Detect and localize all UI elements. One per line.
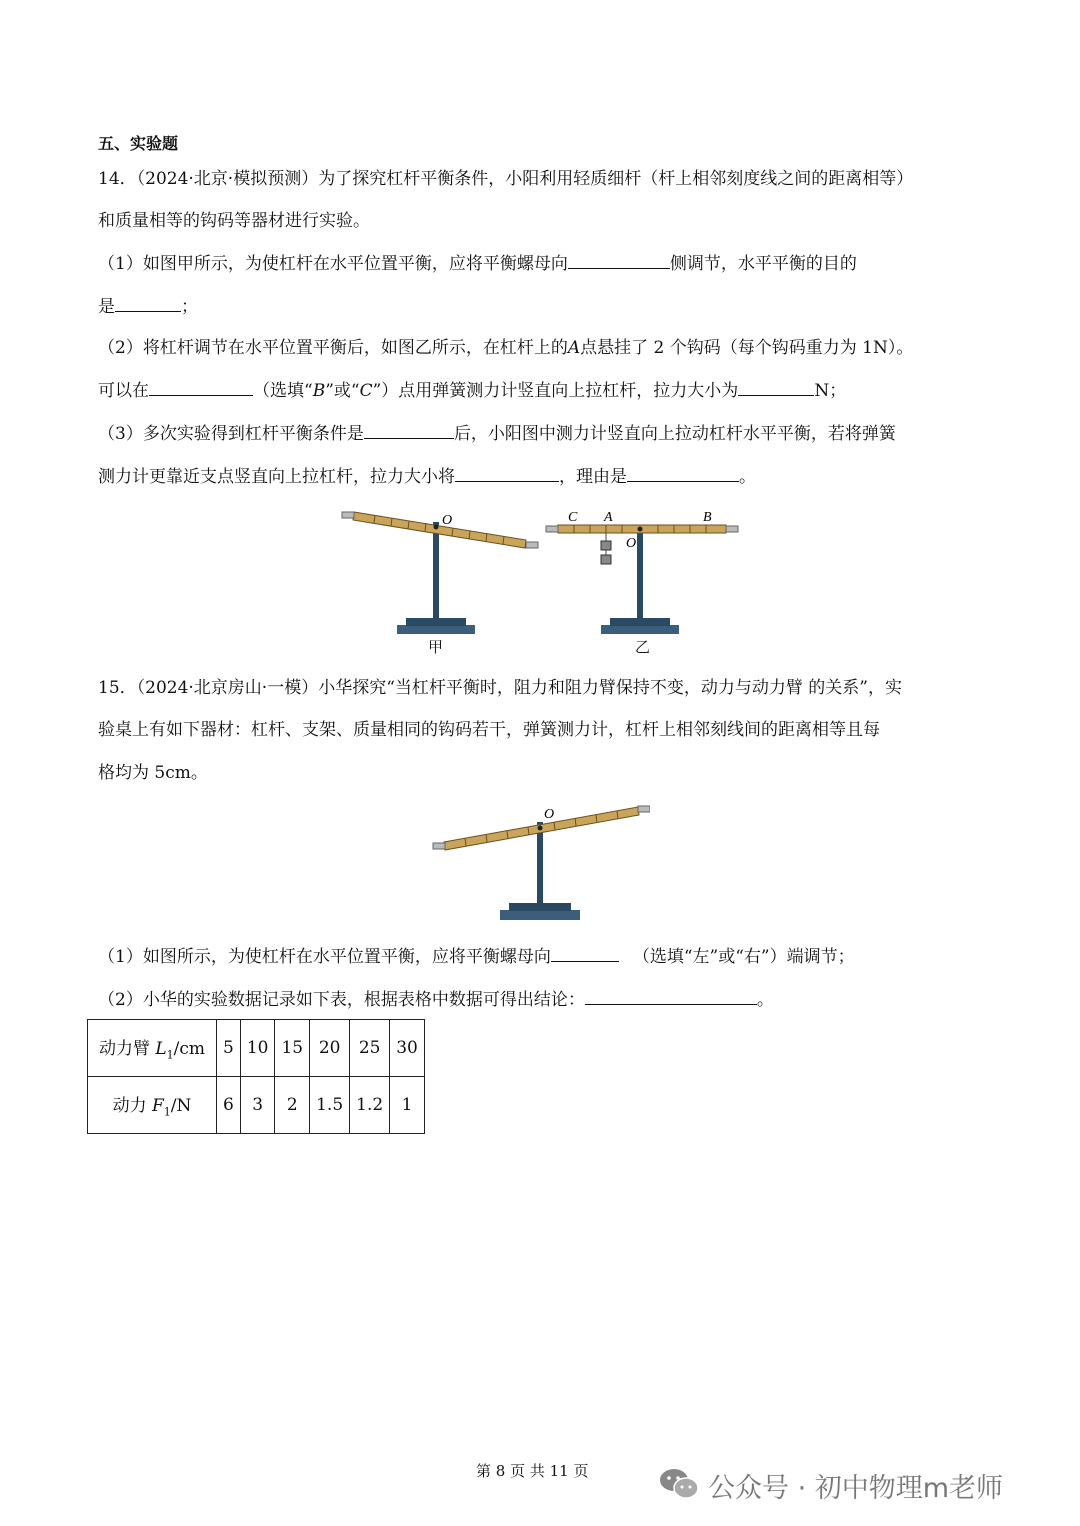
watermark-text: 公众号 · 初中物理m老师 xyxy=(708,1473,1004,1504)
table-cell: 25 xyxy=(350,1020,390,1077)
table-cell: 3 xyxy=(240,1077,275,1134)
q14-part1 xyxy=(98,252,857,275)
table-cell: 1.2 xyxy=(350,1077,390,1134)
answer-blank[interactable] xyxy=(149,379,253,396)
table-cell: 2 xyxy=(275,1077,310,1134)
q15-line-2: 验桌上有如下器材：杠杆、支架、质量相同的钩码若干，弹簧测力计，杠杆上相邻刻线间的距离相等且每 xyxy=(98,720,880,740)
q14-line-2: 和质量相等的钩码等器材进行实验。 xyxy=(98,211,370,231)
q14-p2-text-b: 点悬挂了 2 个钩码（每个钩码重力为 1N）。 xyxy=(580,338,914,358)
point-a-label: A xyxy=(567,338,581,358)
q14-p2-text-g: N； xyxy=(814,381,847,401)
table-cell: 1 xyxy=(390,1077,425,1134)
tilted-lever xyxy=(342,512,538,548)
stand-pole xyxy=(537,822,543,905)
pivot-label-o: O xyxy=(626,536,637,551)
data-table xyxy=(87,1019,425,1134)
q14-p1-text-d: ； xyxy=(181,297,198,317)
row-header-force: 动力 $F_1/N$ xyxy=(88,1077,217,1134)
level-lever xyxy=(546,525,738,533)
point-a-mark: A xyxy=(604,510,613,525)
q14-p3-text-a: （3）多次实验得到杠杆平衡条件是 xyxy=(98,424,364,444)
stand-base xyxy=(601,625,679,634)
q14-p2-text-f: ”）点用弹簧测力计竖直向上拉杠杆，拉力大小为 xyxy=(372,381,739,401)
q14-p3-text-e: 。 xyxy=(739,467,756,487)
q14-part2 xyxy=(98,337,913,359)
point-b-mark: B xyxy=(703,510,712,525)
q14-part2-cont xyxy=(98,379,846,402)
q14-p3-text-d: ，理由是 xyxy=(559,467,627,487)
q14-p1-text-a: （1）如图甲所示，为使杠杆在水平位置平衡，应将平衡螺母向 xyxy=(98,254,568,274)
q15-p2-text-b: 。 xyxy=(756,990,774,1010)
q14-p1-text-c: 是 xyxy=(98,297,115,317)
answer-blank[interactable] xyxy=(455,465,559,482)
answer-blank[interactable] xyxy=(364,422,454,439)
q14-p2-text-d: （选填“ xyxy=(253,381,313,401)
pivot-label-o: O xyxy=(544,807,555,822)
table-cell: 20 xyxy=(310,1020,350,1077)
q14-part3-cont xyxy=(98,465,756,488)
lever-figure-yi xyxy=(540,505,745,635)
pivot-label-o: O xyxy=(442,513,453,528)
q15-line-3: 格均为 5cm。 xyxy=(98,763,208,783)
section-title: 五、实验题 xyxy=(98,134,179,153)
q14-p2-text-c: 可以在 xyxy=(98,381,149,401)
page-footer: 第 8 页 共 11 页 xyxy=(476,1462,589,1480)
answer-blank[interactable] xyxy=(551,945,619,962)
table-cell: 5 xyxy=(217,1020,241,1077)
stand-pole xyxy=(433,522,439,620)
figure-caption-yi: 乙 xyxy=(635,638,651,656)
stand-base xyxy=(500,910,580,920)
row-header-length: 动力臂 $L_1/cm$ xyxy=(88,1020,217,1077)
point-c-mark: C xyxy=(568,510,578,525)
table-row xyxy=(88,1020,425,1077)
q14-part1-cont xyxy=(98,295,198,318)
figure-caption-jia: 甲 xyxy=(428,638,444,656)
q14-p1-text-b: 侧调节，水平平衡的目的 xyxy=(669,254,857,274)
q15-line-1: 15．（2024·北京房山·一模）小华探究“当杠杆平衡时，阻力和阻力臂保持不变，动力与动力臂 的关系”，实 xyxy=(98,678,902,698)
answer-blank[interactable] xyxy=(627,465,739,482)
table-cell: 6 xyxy=(217,1077,241,1134)
stand-pole xyxy=(637,525,643,620)
q15-part2 xyxy=(98,988,774,1011)
table-row xyxy=(88,1077,425,1134)
stand-base xyxy=(397,625,475,634)
point-c-label: C xyxy=(359,381,373,401)
lever-figure-q15 xyxy=(430,800,650,922)
q14-p3-text-c: 测力计更靠近支点竖直向上拉杠杆，拉力大小将 xyxy=(98,467,455,487)
q15-p1-text-a: （1）如图所示，为使杠杆在水平位置平衡，应将平衡螺母向 xyxy=(98,947,551,967)
q14-p3-text-b: 后，小阳图中测力计竖直向上拉动杠杆水平平衡，若将弹簧 xyxy=(453,424,896,444)
q15-p2-text-a: （2）小华的实验数据记录如下表，根据表格中数据可得出结论： xyxy=(98,990,585,1010)
wechat-icon xyxy=(658,1466,702,1502)
q14-line-1: 14．（2024·北京·模拟预测）为了探究杠杆平衡条件，小阳利用轻质细杆（杆上相邻刻度线之间的距离相等） xyxy=(98,169,914,189)
q14-p2-text-e: ”或“ xyxy=(325,381,360,401)
table-cell: 30 xyxy=(390,1020,425,1077)
q14-part3 xyxy=(98,422,896,445)
answer-blank[interactable] xyxy=(738,379,814,396)
answer-blank[interactable] xyxy=(115,295,181,312)
q15-p1-text-b: （选填“左”或“右”）端调节； xyxy=(632,947,855,967)
point-b-label: B xyxy=(312,381,326,401)
q14-p2-text-a: （2）将杠杆调节在水平位置平衡后，如图乙所示，在杠杆上的 xyxy=(98,338,568,358)
answer-blank[interactable] xyxy=(568,252,670,269)
table-cell: 10 xyxy=(240,1020,275,1077)
q15-part1 xyxy=(98,945,855,968)
hanging-weights xyxy=(601,533,611,564)
lever-figure-jia xyxy=(330,500,545,635)
answer-blank[interactable] xyxy=(585,988,757,1005)
table-cell: 15 xyxy=(275,1020,310,1077)
table-cell: 1.5 xyxy=(310,1077,350,1134)
